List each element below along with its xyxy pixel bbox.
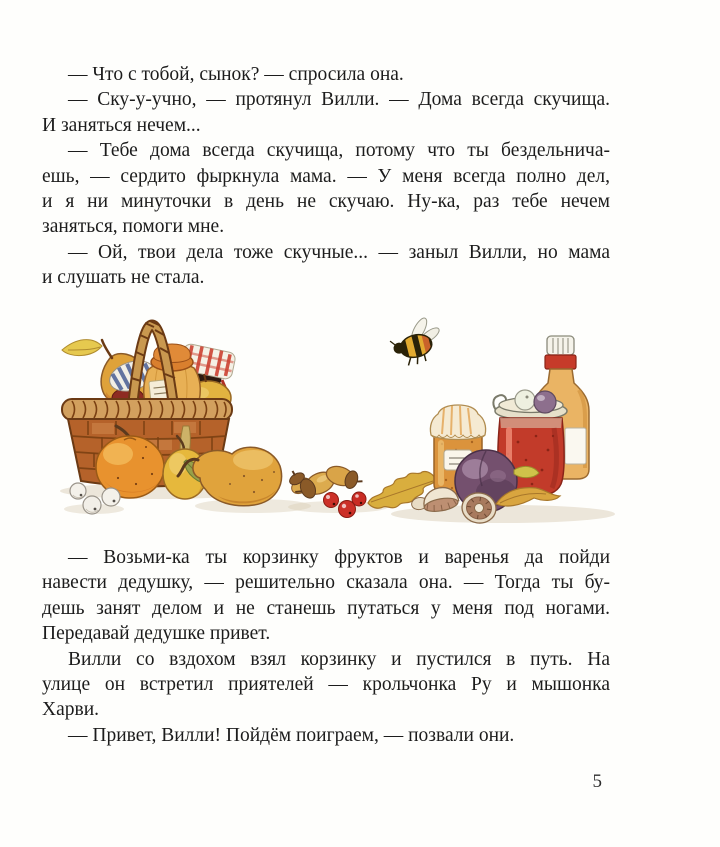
text-line: навести дедушку, — решительно сказала она. — Тогда ты бу- xyxy=(42,572,610,594)
text-line: улице он встретил приятелей — крольчонка Ру и мышонка xyxy=(42,673,610,695)
text-line: и я ни минуточки в день не скучаю. Ну-ка, раз тебе нечем xyxy=(42,190,610,212)
text-line: Передавай дедушке привет. xyxy=(42,623,271,645)
text-line: — Ску-у-учно, — протянул Вилли. — Дома всегда скучища. xyxy=(68,89,610,111)
purple-plum-icon xyxy=(534,391,556,413)
paragraph xyxy=(42,545,610,647)
red-berries xyxy=(324,492,367,518)
text-line: — Тебе дома всегда скучища, потому что ты бездельнича- xyxy=(68,140,610,162)
basket-rim xyxy=(62,399,232,420)
paragraph xyxy=(42,240,610,291)
text-line: — Привет, Вилли! Пойдём поиграем, — позвали они. xyxy=(68,724,515,746)
illustration-autumn-still-life xyxy=(48,308,618,543)
text-line: дешь занят делом и не станешь путаться у меня под ногами. xyxy=(42,597,610,619)
page-number: 5 xyxy=(592,771,602,792)
paragraph xyxy=(42,138,610,240)
bumblebee-icon xyxy=(386,312,447,369)
white-plum-icon xyxy=(515,390,535,410)
paragraph xyxy=(42,723,610,748)
paragraph xyxy=(42,647,610,723)
leaf-icon xyxy=(62,340,102,356)
text-line: Харви. xyxy=(42,699,100,721)
text-line: ешь, — сердито фыркнула мама. — У меня всегда полно дел, xyxy=(42,165,610,187)
text-line: и слушать не стала. xyxy=(42,267,205,289)
text-line: И заняться нечем... xyxy=(42,114,201,136)
text-line: заняться, помоги мне. xyxy=(42,216,225,238)
text-line: — Что с тобой, сынок? — спросила она. xyxy=(68,64,404,85)
text-line: Вилли со вздохом взял корзинку и пустился в путь. На xyxy=(68,648,610,670)
text-block-1 xyxy=(42,62,610,291)
paragraph xyxy=(42,62,610,87)
text-line: — Возьми-ка ты корзинку фруктов и варенья да пойди xyxy=(68,547,610,568)
text-line: — Ой, твои дела тоже скучные... — заныл Вилли, но мама xyxy=(68,241,610,263)
text-block-2 xyxy=(42,545,610,748)
paragraph xyxy=(42,87,610,138)
